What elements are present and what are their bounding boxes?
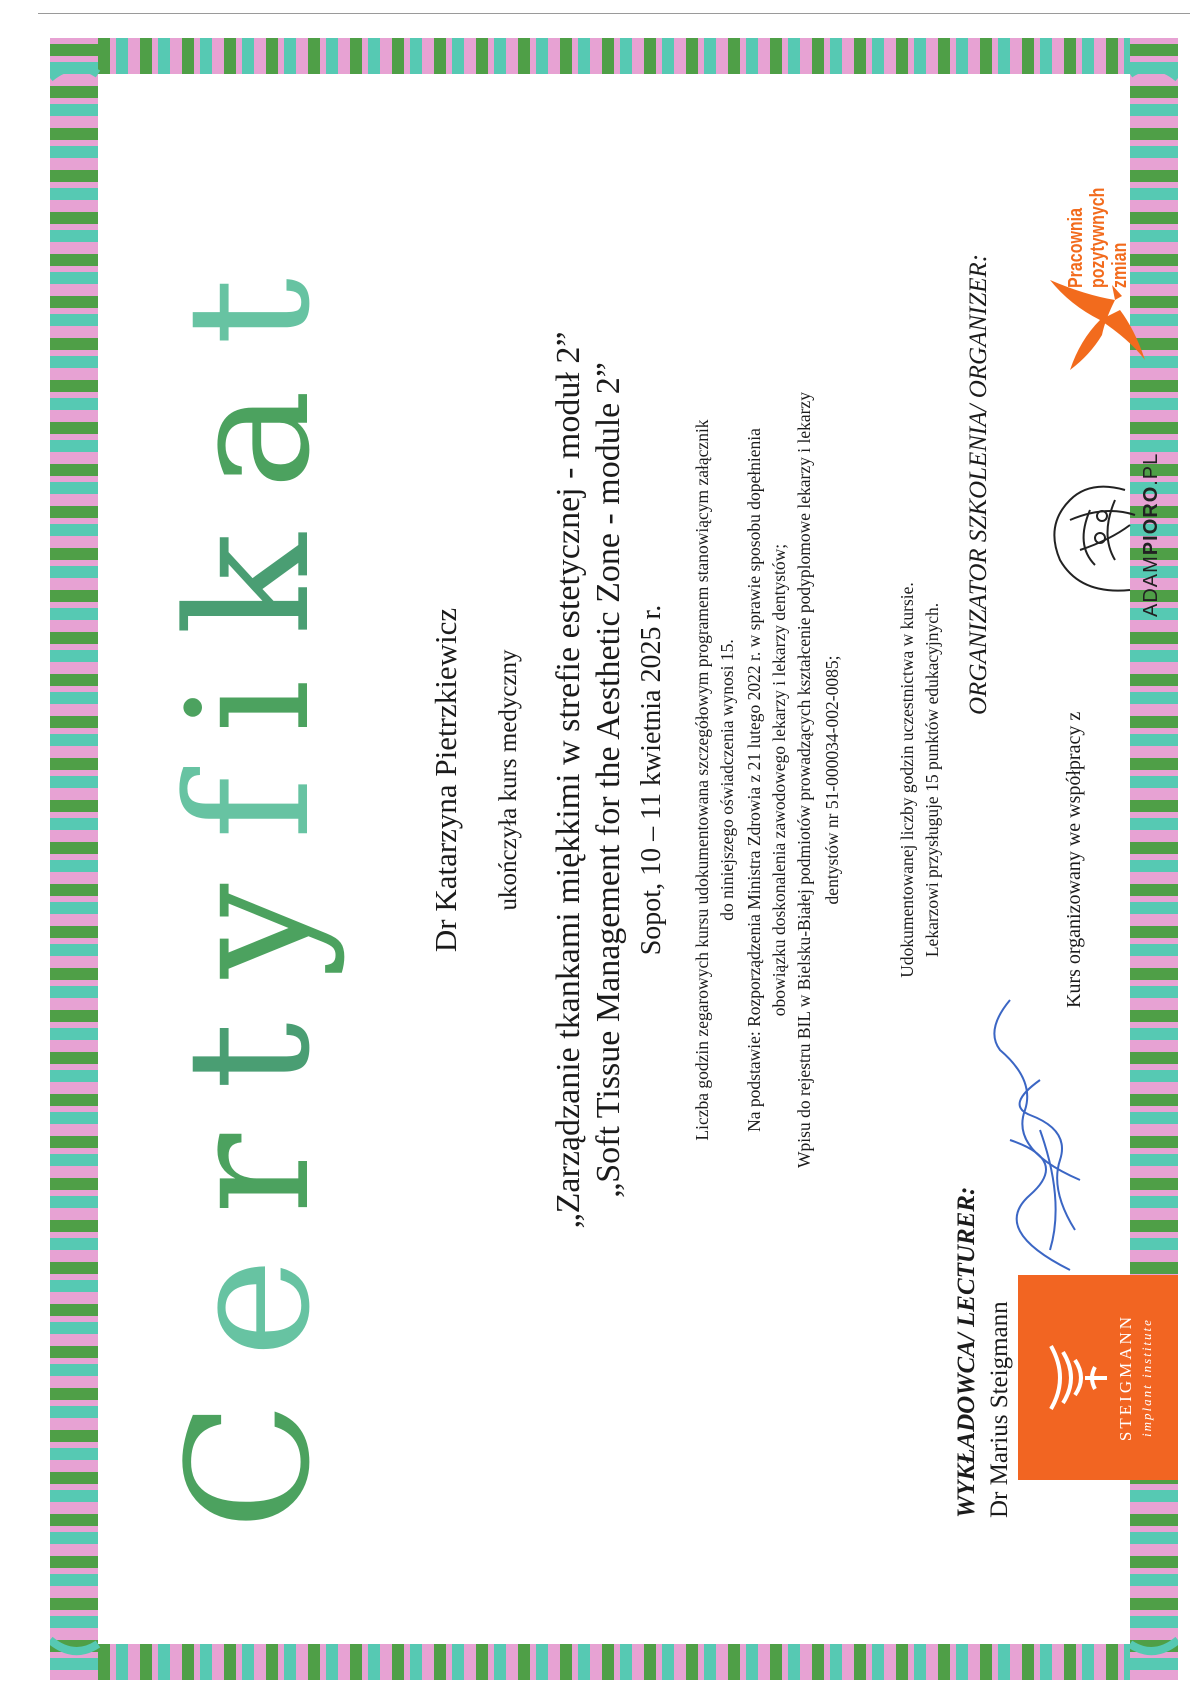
scan-edge-line [38,13,1190,14]
legal-basis [742,260,817,1300]
steigmann-logo [1018,1275,1178,1480]
basis-line: Wpisu do rejestru BIL w Bielsku-Białej podmiotów prowadzących kształcenie podyplomowe lekarzy i lekarzy [794,392,814,1168]
title-letter: t [151,233,347,346]
points-line: Lekarzowi przysługuje 15 punktów edukacyjnych. [922,602,942,958]
certificate-title [151,233,347,1530]
hours-statement [690,260,740,1300]
organizer-heading: ORGANIZATOR SZKOLENIA/ ORGANIZER: [965,253,992,715]
course-title-english: „Soft Tissue Management for the Aesthetic Zone - module 2” [590,362,627,1198]
certificate-content [50,38,1178,1680]
registry-number [820,260,845,1300]
basis-line: dentystów nr 51-000034-002-0085; [822,655,842,905]
adam-pioro-wordmark [1140,453,1163,617]
title-letter: y [151,839,347,979]
hours-line: Liczba godzin zegarowych kursu udokumentowana szczegółowym programem stanowiącym załącznik [692,419,712,1141]
cooperation-text: Kurs organizowany we współpracy z [1063,711,1085,1008]
basis-line: Na podstawie: Rozporządzenia Ministra Zdrowia z 21 lutego 2022 r. w sprawie sposobu dopełnienia [744,428,764,1132]
recipient-name: Dr Katarzyna Pietrzkiewicz [428,607,463,953]
pracownia-line: Pracownia [1065,207,1087,288]
lecturer-name: Dr Marius Steigmann [986,1301,1013,1518]
adam-domain: .PL [1140,452,1162,486]
lecturer-signature [970,990,1090,1290]
pracownia-line: zmian [1109,242,1131,288]
basis-line: obowiązku doskonalenia zawodowego lekarzy i lekarzy dentystów; [769,543,789,1017]
hours-line: do niniejszego oświadczenia wynosi 15. [717,639,737,921]
completed-course-text: ukończyła kurs medyczny [495,649,522,911]
title-letter: C [151,1357,347,1530]
title-letter: r [151,1089,347,1215]
title-letter: i [151,635,347,734]
pracownia-line: pozytywnych [1087,187,1109,288]
title-letter: e [151,1214,347,1358]
steigmann-emblem-icon [1033,1340,1113,1415]
points-statement [895,260,945,1300]
adam-light: ADAM [1140,555,1162,617]
steigmann-brand: STEIGMANN [1116,1313,1135,1442]
title-letter: f [151,733,347,840]
title-letter: k [151,489,347,636]
title-letter: a [151,345,347,490]
pracownia-wordmark [1065,188,1131,288]
steigmann-subtitle: implant institute [1139,1318,1154,1437]
title-letter: t [151,978,347,1090]
course-place-date: Sopot, 10 – 11 kwietnia 2025 r. [636,604,667,956]
lecturer-heading: WYKŁADOWCA/ LECTURER: [953,1186,980,1518]
points-line: Udokumentowanej liczby godzin uczestnictwa w kursie. [897,582,917,978]
adam-bold: PIORO [1140,485,1162,556]
course-title-polish: „Zarządzanie tkankami miękkimi w strefie estetycznej - moduł 2” [550,331,587,1229]
